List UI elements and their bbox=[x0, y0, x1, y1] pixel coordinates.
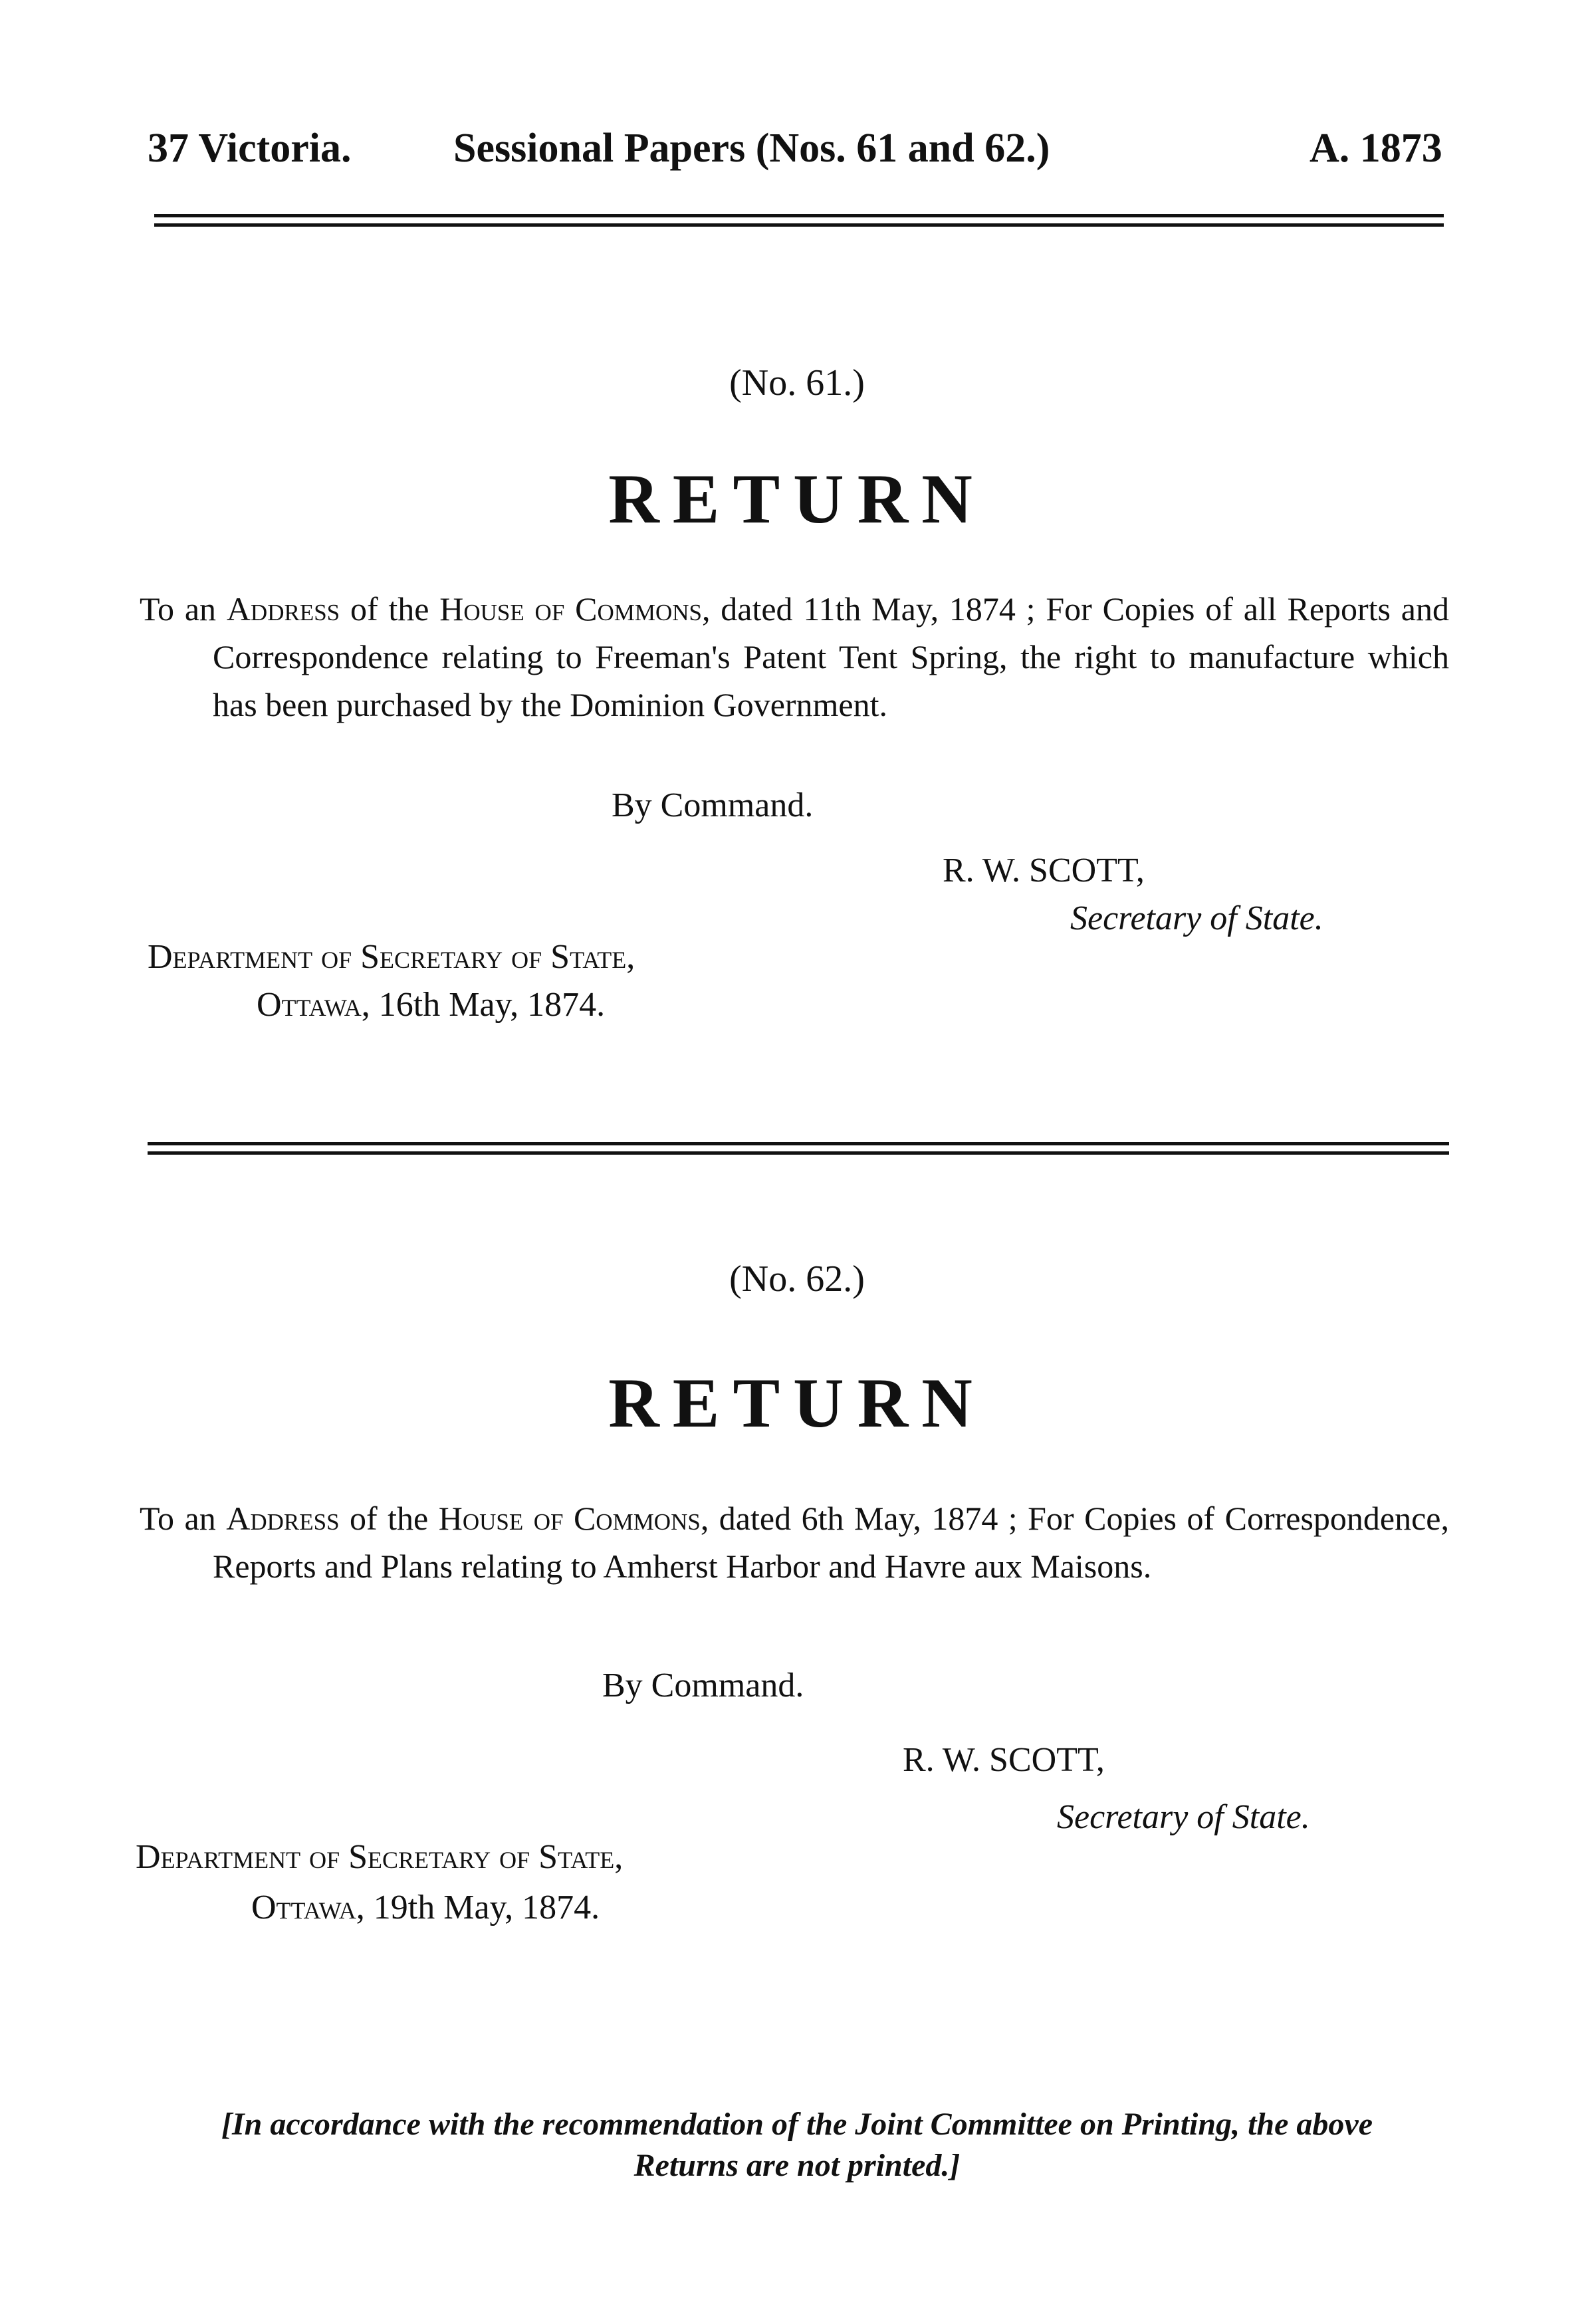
header-title: Sessional Papers (Nos. 61 and 62.) bbox=[453, 126, 1050, 171]
return-62-address bbox=[140, 1494, 1449, 1590]
address-mid: of the bbox=[339, 1500, 439, 1537]
header-rule-bottom bbox=[154, 223, 1444, 227]
return-62-signer-title: Secretary of State. bbox=[1057, 1798, 1310, 1836]
header-year: A. 1873 bbox=[1309, 126, 1442, 171]
address-lead: To an bbox=[140, 590, 227, 628]
address-rest: , dated 11th May, 1874 ; For Copies of all Reports and Correspondence relating to Freeman's Patent Tent Spring, the right to manufacture which has been purchased by the Dominion Government. bbox=[213, 590, 1449, 723]
footnote-line-1: [In accordance with the recommendation of the Joint Committee on Printing, the above bbox=[221, 2107, 1373, 2142]
header-volume: 37 Victoria. bbox=[148, 126, 352, 171]
separator-rule-top bbox=[148, 1142, 1449, 1145]
return-61-department: Department of Secretary of State, bbox=[148, 938, 635, 976]
address-lead: To an bbox=[140, 1500, 227, 1537]
date: , 16th May, 1874. bbox=[361, 986, 606, 1024]
date: , 19th May, 1874. bbox=[356, 1889, 600, 1926]
return-61-number: (No. 61.) bbox=[729, 362, 865, 404]
footnote-line-2: Returns are not printed.] bbox=[633, 2148, 961, 2183]
return-61-signer-title: Secretary of State. bbox=[1070, 899, 1323, 937]
return-62-number: (No. 62.) bbox=[729, 1258, 865, 1300]
address-rest: , dated 6th May, 1874 ; For Copies of Correspondence, Reports and Plans relating to Amherst Harbor and Havre aux Maisons. bbox=[213, 1500, 1450, 1585]
house-word: House of Commons bbox=[439, 590, 702, 628]
return-61-title: RETURN bbox=[608, 460, 986, 538]
return-61-address bbox=[140, 585, 1449, 729]
address-word: Address bbox=[226, 590, 340, 628]
return-61-by-command: By Command. bbox=[612, 786, 814, 824]
house-word: House of Commons bbox=[438, 1500, 701, 1537]
return-62-signer: R. W. SCOTT, bbox=[903, 1741, 1105, 1779]
return-61-place-date bbox=[257, 985, 605, 1024]
return-62-by-command: By Command. bbox=[602, 1667, 804, 1704]
return-62-place-date bbox=[251, 1888, 600, 1927]
return-62-department: Department of Secretary of State, bbox=[136, 1838, 624, 1876]
address-mid: of the bbox=[340, 590, 440, 628]
header-rule-top bbox=[154, 214, 1444, 217]
return-61-signer: R. W. SCOTT, bbox=[943, 852, 1145, 889]
return-62-title: RETURN bbox=[608, 1364, 986, 1442]
place: Ottawa bbox=[257, 986, 362, 1024]
address-word: Address bbox=[226, 1500, 340, 1537]
place: Ottawa bbox=[251, 1889, 356, 1926]
separator-rule-bottom bbox=[148, 1151, 1449, 1155]
